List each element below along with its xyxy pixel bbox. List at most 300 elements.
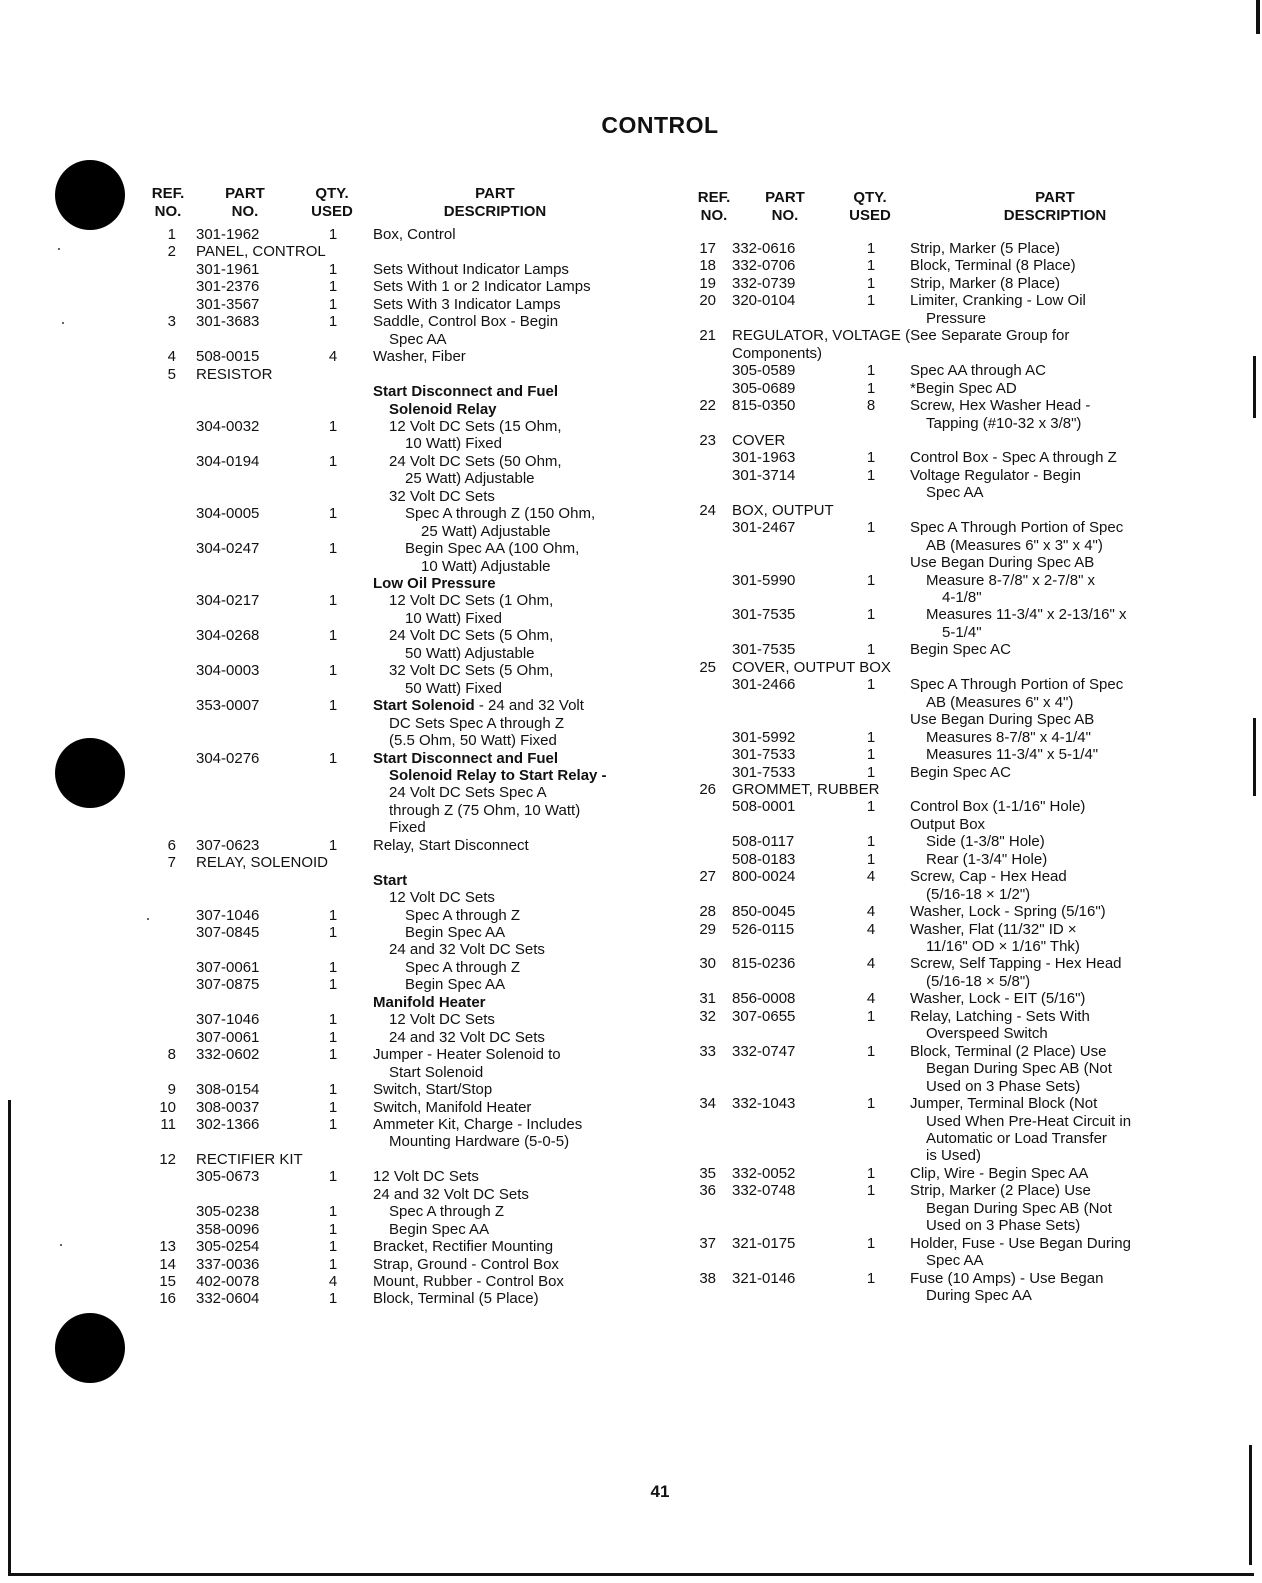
part-description-text: Sets With 1 or 2 Indicator Lamps <box>373 278 591 296</box>
part-number: 305-0589 <box>732 362 796 380</box>
part-number: 320-0104 <box>732 292 796 310</box>
part-description <box>373 994 486 1012</box>
header-qty-line1: QTY. <box>853 189 887 206</box>
part-description-text: 24 and 32 Volt DC Sets <box>389 941 545 959</box>
part-description-bold: Start Solenoid <box>373 697 475 715</box>
part-number: 307-0845 <box>196 924 260 941</box>
part-description-text: Holder, Fuse - Use Began During <box>910 1234 1131 1252</box>
part-description <box>389 732 557 750</box>
part-number: 301-3567 <box>196 295 260 313</box>
part-number: RECTIFIER KIT <box>196 1150 303 1168</box>
part-description <box>405 610 502 628</box>
part-number: 358-0096 <box>196 1220 260 1238</box>
part-description <box>389 1029 545 1047</box>
ref-number: 38 <box>699 1269 716 1287</box>
page-frame-right-low <box>1249 1445 1252 1565</box>
part-description-text: Used When Pre-Heat Circuit in <box>926 1112 1132 1130</box>
part-description <box>405 470 535 488</box>
ref-number: 12 <box>159 1150 176 1168</box>
part-description <box>910 990 1085 1008</box>
quantity-used: 1 <box>328 627 338 645</box>
quantity-used: 1 <box>866 274 876 292</box>
part-number: 332-0052 <box>732 1164 796 1182</box>
ref-number: 3 <box>167 313 176 331</box>
part-number: Components) <box>732 344 823 362</box>
part-description-text: 50 Watt) Adjustable <box>405 644 535 662</box>
part-description-text: Solenoid Relay <box>389 400 497 418</box>
part-description <box>405 540 579 558</box>
part-description <box>405 505 595 523</box>
page-frame-right-mid <box>1253 356 1256 418</box>
part-description <box>373 837 529 855</box>
quantity-used: 1 <box>866 641 876 659</box>
part-number: 815-0350 <box>732 397 796 415</box>
part-number: 302-1366 <box>196 1115 260 1133</box>
quantity-used: 1 <box>866 1234 876 1252</box>
part-description-text: (5/16-18 × 5/8") <box>926 972 1031 990</box>
part-description-text: (5.5 Ohm, 50 Watt) Fixed <box>389 732 557 750</box>
part-number: 526-0115 <box>732 920 795 938</box>
quantity-used: 1 <box>328 505 338 523</box>
part-number: 508-0015 <box>196 348 260 366</box>
part-description-text: Block, Terminal (5 Place) <box>373 1290 539 1308</box>
part-description-text: *Begin Spec AD <box>910 379 1017 397</box>
header-part-no-right <box>750 189 820 225</box>
part-description-text: Sets With 3 Indicator Lamps <box>373 295 561 313</box>
part-number: 304-0217 <box>196 592 260 610</box>
binder-hole-bottom <box>55 1313 125 1383</box>
quantity-used: 4 <box>866 990 876 1008</box>
part-description <box>373 1168 479 1186</box>
ref-number: 25 <box>699 658 716 676</box>
ref-number: 20 <box>699 292 716 310</box>
part-description-text: Washer, Lock - Spring (5/16") <box>910 903 1106 921</box>
part-description-text: Start <box>373 871 408 889</box>
part-description-text: DC Sets Spec A through Z <box>389 714 565 732</box>
part-description-text: Begin Spec AA <box>405 976 506 994</box>
part-description <box>389 819 426 837</box>
page-title: CONTROL <box>601 112 719 138</box>
part-description <box>926 415 1081 433</box>
part-number: 353-0007 <box>196 697 260 715</box>
part-description-text: Began During Spec AB (Not <box>926 1060 1112 1078</box>
part-number: 301-5992 <box>732 728 796 746</box>
part-number: 305-0673 <box>196 1168 260 1186</box>
ref-number: 10 <box>159 1098 176 1116</box>
part-description <box>926 310 986 328</box>
part-description-text: 12 Volt DC Sets <box>373 1168 479 1186</box>
part-number: 301-1962 <box>196 226 260 243</box>
part-description-text: 25 Watt) Adjustable <box>421 522 551 540</box>
part-description <box>910 1182 1091 1200</box>
part-description-text: Relay, Latching - Sets With <box>910 1007 1090 1025</box>
part-description <box>926 1130 1107 1148</box>
part-description <box>389 627 553 645</box>
part-description <box>389 941 545 959</box>
ref-number: 32 <box>699 1007 716 1025</box>
part-description <box>910 1270 1103 1288</box>
part-description <box>373 1081 492 1099</box>
part-number: BOX, OUTPUT <box>732 501 834 519</box>
part-description <box>910 292 1086 310</box>
part-description <box>910 554 1094 572</box>
part-description-text: Jumper, Terminal Block (Not <box>910 1095 1098 1113</box>
part-description <box>942 624 982 642</box>
ref-number: 36 <box>699 1182 716 1200</box>
ref-number: 8 <box>167 1046 176 1064</box>
part-number: 332-0706 <box>732 257 796 275</box>
part-number: COVER <box>732 431 786 449</box>
part-number: 305-0254 <box>196 1238 260 1256</box>
header-ref-line2: NO. <box>154 203 182 220</box>
part-description <box>373 383 558 401</box>
part-description <box>373 278 591 296</box>
part-description <box>389 453 562 471</box>
part-description-text: Output Box <box>910 815 986 833</box>
part-number: 304-0003 <box>196 662 260 680</box>
part-number: 305-0238 <box>196 1203 260 1221</box>
part-description <box>910 816 985 834</box>
part-description <box>389 715 564 733</box>
part-description <box>910 711 1094 729</box>
quantity-used: 1 <box>866 449 876 467</box>
part-description <box>405 645 535 663</box>
part-description-text: Screw, Self Tapping - Hex Head <box>910 955 1122 973</box>
part-description-text: 10 Watt) Adjustable <box>421 557 551 575</box>
part-description-text: - 24 and 32 Volt <box>474 697 584 715</box>
quantity-used: 1 <box>328 1011 338 1029</box>
quantity-used: 1 <box>328 452 338 470</box>
part-description <box>926 572 1095 590</box>
part-description-text: Began During Spec AB (Not <box>926 1199 1112 1217</box>
part-description-text: Begin Spec AA <box>405 924 506 941</box>
part-description <box>405 976 505 994</box>
part-description <box>389 784 547 802</box>
ref-number: 17 <box>699 240 716 257</box>
part-description <box>373 261 569 279</box>
header-desc-line2: DESCRIPTION <box>1003 207 1107 224</box>
part-description-text: Use Began During Spec AB <box>910 711 1095 729</box>
part-description-text: Pressure <box>926 309 987 327</box>
part-description-text: Saddle, Control Box - Begin <box>373 313 559 331</box>
ref-number: 9 <box>167 1081 176 1099</box>
part-description-text: Rear (1-3/4" Hole) <box>926 850 1048 868</box>
part-description <box>910 275 1060 293</box>
part-number: 337-0036 <box>196 1255 260 1273</box>
part-description-text: Measures 11-3/4" x 2-13/16" x <box>926 606 1127 624</box>
ref-number: 6 <box>167 836 176 854</box>
part-description <box>373 226 456 244</box>
part-description-text: Spec AA through AC <box>910 362 1046 380</box>
part-description-text: 5-1/4" <box>942 623 982 641</box>
part-description-text: Washer, Flat (11/32" ID × <box>910 920 1077 938</box>
ref-number: 27 <box>699 868 716 886</box>
part-description-text: Side (1-3/8" Hole) <box>926 833 1045 851</box>
part-description-text: Strip, Marker (2 Place) Use <box>910 1182 1091 1200</box>
part-description-text: Spec A Through Portion of Spec <box>910 519 1124 537</box>
part-description <box>910 257 1076 275</box>
quantity-used: 1 <box>328 1046 338 1064</box>
binder-hole-top <box>55 160 125 230</box>
part-description-text: 12 Volt DC Sets <box>389 1011 495 1029</box>
header-part-description <box>430 185 560 221</box>
header-desc-line2: DESCRIPTION <box>443 203 547 220</box>
binder-hole-middle <box>55 738 125 808</box>
part-description <box>926 1287 1032 1305</box>
part-description <box>373 872 407 890</box>
part-description <box>910 1235 1131 1253</box>
part-description <box>910 519 1123 537</box>
part-description <box>910 676 1123 694</box>
header-part-line1: PART <box>765 189 805 206</box>
part-number: 308-0037 <box>196 1098 260 1116</box>
part-description <box>926 833 1045 851</box>
quantity-used: 1 <box>866 763 876 781</box>
quantity-used: 1 <box>866 466 876 484</box>
part-description-text: Mount, Rubber - Control Box <box>373 1273 564 1290</box>
page-frame-left <box>8 1100 11 1576</box>
part-description <box>910 1095 1097 1113</box>
quantity-used: 1 <box>328 278 338 296</box>
part-description-text: Spec A through Z <box>405 958 521 976</box>
part-description <box>389 1203 504 1221</box>
part-description <box>373 1238 553 1256</box>
part-description <box>926 746 1098 764</box>
part-description-text: 25 Watt) Adjustable <box>405 470 535 488</box>
part-description-text: Begin Spec AA <box>389 1220 490 1238</box>
part-number: 307-0061 <box>196 958 260 976</box>
part-description-text: Measures 8-7/8" x 4-1/4" <box>926 728 1091 746</box>
part-description <box>926 1217 1080 1235</box>
header-qty-line2: USED <box>849 207 891 224</box>
quantity-used: 1 <box>866 746 876 764</box>
quantity-used: 1 <box>866 728 876 746</box>
quantity-used: 1 <box>866 1164 876 1182</box>
quantity-used: 1 <box>866 362 876 380</box>
part-description-text: Washer, Lock - EIT (5/16") <box>910 990 1086 1008</box>
quantity-used: 1 <box>328 1290 338 1308</box>
page-frame-right-top <box>1256 0 1260 34</box>
part-description-text: Voltage Regulator - Begin <box>910 466 1081 484</box>
part-description-text: Control Box - Spec A through Z <box>910 449 1117 467</box>
part-description-text: Block, Terminal (8 Place) <box>910 257 1076 275</box>
quantity-used: 1 <box>328 836 338 854</box>
page-frame-bottom <box>8 1573 1254 1576</box>
part-description <box>389 401 497 419</box>
part-number: COVER, OUTPUT BOX <box>732 658 891 676</box>
part-description-text: Begin Spec AC <box>910 763 1011 781</box>
part-description <box>910 955 1122 973</box>
part-description-text: Strip, Marker (8 Place) <box>910 274 1061 292</box>
ref-number: 28 <box>699 903 716 921</box>
header-ref-line2: NO. <box>700 207 728 224</box>
part-description-text: Use Began During Spec AB <box>910 554 1095 572</box>
part-description <box>926 851 1047 869</box>
part-description <box>421 523 551 541</box>
quantity-used: 1 <box>328 1028 338 1046</box>
header-ref-line1: REF. <box>151 185 185 202</box>
quantity-used: 1 <box>328 226 338 243</box>
part-description-text: Box, Control <box>373 226 456 243</box>
part-description <box>926 1060 1112 1078</box>
part-number: 307-1046 <box>196 1011 260 1029</box>
part-number: 305-0689 <box>732 379 796 397</box>
part-number: 332-1043 <box>732 1095 796 1113</box>
part-description-text: Spec A Through Portion of Spec <box>910 676 1124 694</box>
part-description-text: through Z (75 Ohm, 10 Watt) <box>389 801 581 819</box>
part-number: 301-2466 <box>732 676 796 694</box>
header-qty-used <box>302 185 362 221</box>
ref-number: 2 <box>167 243 176 261</box>
part-description-text: Switch, Start/Stop <box>373 1081 493 1099</box>
ref-number: 5 <box>167 365 176 383</box>
part-description <box>373 348 466 366</box>
part-description-text: Jumper - Heater Solenoid to <box>373 1046 561 1064</box>
header-part-no <box>210 185 280 221</box>
part-description <box>405 959 520 977</box>
part-number: 856-0008 <box>732 990 796 1008</box>
part-description-text: 24 and 32 Volt DC Sets <box>373 1185 529 1203</box>
header-ref-no <box>138 185 198 221</box>
ref-number: 35 <box>699 1164 716 1182</box>
quantity-used: 1 <box>328 1081 338 1099</box>
part-number: 307-1046 <box>196 906 260 924</box>
scan-speck <box>60 1244 62 1246</box>
part-description <box>389 592 553 610</box>
part-description <box>373 1273 564 1291</box>
part-description <box>910 903 1106 921</box>
quantity-used: 1 <box>328 1220 338 1238</box>
quantity-used: 1 <box>328 1115 338 1133</box>
part-description-text: Spec A through Z <box>405 906 521 924</box>
quantity-used: 4 <box>866 920 876 938</box>
part-description-text: Relay, Start Disconnect <box>373 836 529 854</box>
part-number: 301-1963 <box>732 449 796 467</box>
ref-number: 15 <box>159 1273 176 1290</box>
part-description-text: 12 Volt DC Sets <box>389 889 495 907</box>
ref-number: 31 <box>699 990 716 1008</box>
part-number: GROMMET, RUBBER <box>732 780 880 798</box>
part-description <box>926 1252 984 1270</box>
part-description <box>373 1099 531 1117</box>
part-description <box>910 868 1067 886</box>
quantity-used: 1 <box>866 798 876 816</box>
part-description-text: Low Oil Pressure <box>373 575 496 592</box>
quantity-used: 1 <box>328 958 338 976</box>
part-description-text: Switch, Manifold Heater <box>373 1098 532 1116</box>
part-number: 850-0045 <box>732 903 796 921</box>
part-number: 508-0001 <box>732 798 796 816</box>
part-number: 332-0748 <box>732 1182 796 1200</box>
part-number: 301-3683 <box>196 313 260 331</box>
quantity-used: 1 <box>866 676 876 694</box>
scan-speck <box>147 918 149 920</box>
part-description <box>405 680 502 698</box>
part-description <box>926 1078 1080 1096</box>
part-description <box>389 802 580 820</box>
part-number: 332-0739 <box>732 274 796 292</box>
part-description <box>421 558 551 576</box>
part-description <box>926 729 1091 747</box>
ref-number: 23 <box>699 431 716 449</box>
part-description-text: 50 Watt) Fixed <box>405 679 502 697</box>
part-description <box>942 589 982 607</box>
quantity-used: 4 <box>866 903 876 921</box>
part-description <box>910 1008 1090 1026</box>
quantity-used: 1 <box>328 260 338 278</box>
part-description <box>910 764 1011 782</box>
part-number: 301-2376 <box>196 278 260 296</box>
part-number: 304-0268 <box>196 627 260 645</box>
part-number: 307-0623 <box>196 836 260 854</box>
quantity-used: 1 <box>328 976 338 994</box>
part-description <box>910 449 1117 467</box>
part-description-text: Block, Terminal (2 Place) Use <box>910 1042 1107 1060</box>
part-description-text: Mounting Hardware (5-0-5) <box>389 1133 570 1151</box>
part-description-text: AB (Measures 6" x 4") <box>926 693 1074 711</box>
ref-number: 11 <box>160 1115 176 1133</box>
part-description <box>373 296 561 314</box>
part-description <box>389 1011 495 1029</box>
part-description <box>373 1186 529 1204</box>
part-description-text: AB (Measures 6" x 3" x 4") <box>926 536 1103 554</box>
part-description <box>926 606 1126 624</box>
ref-number: 29 <box>699 920 716 938</box>
part-description <box>926 886 1030 904</box>
part-description-text: Screw, Hex Washer Head - <box>910 397 1091 415</box>
part-description <box>910 1165 1088 1183</box>
part-description <box>389 1221 489 1239</box>
part-description <box>373 1290 539 1308</box>
header-ref-line1: REF. <box>697 189 731 206</box>
part-number: 332-0616 <box>732 240 796 257</box>
quantity-used: 1 <box>866 257 876 275</box>
part-description-text: Screw, Cap - Hex Head <box>910 868 1067 886</box>
part-description-text: Ammeter Kit, Charge - Includes <box>373 1115 583 1133</box>
part-number: REGULATOR, VOLTAGE (See Separate Group for <box>732 327 1070 345</box>
quantity-used: 1 <box>866 292 876 310</box>
part-description <box>926 1113 1131 1131</box>
quantity-used: 1 <box>866 1042 876 1060</box>
part-description-text: Spec AA <box>926 1252 984 1270</box>
quantity-used: 1 <box>866 1007 876 1025</box>
quantity-used: 4 <box>328 348 338 366</box>
ref-number: 7 <box>167 854 176 872</box>
part-description-text: Begin Spec AA (100 Ohm, <box>405 540 580 558</box>
part-description <box>910 921 1077 939</box>
part-description <box>926 1147 981 1165</box>
ref-number: 34 <box>699 1095 716 1113</box>
part-description-text: Spec A through Z <box>389 1203 505 1221</box>
part-number: 332-0604 <box>196 1290 260 1308</box>
page-frame-right-mid2 <box>1253 718 1256 796</box>
part-number: 304-0247 <box>196 540 260 558</box>
header-ref-no-right <box>684 189 744 225</box>
part-description-text: Spec AA <box>389 330 447 348</box>
header-qty-line2: USED <box>311 203 353 220</box>
part-description-text: Control Box (1-1/16" Hole) <box>910 798 1086 816</box>
header-qty-line1: QTY. <box>315 185 349 202</box>
part-description <box>910 1043 1106 1061</box>
quantity-used: 1 <box>866 850 876 868</box>
ref-number: 37 <box>699 1234 716 1252</box>
part-description-text: is Used) <box>926 1147 982 1165</box>
part-number: 301-7533 <box>732 763 796 781</box>
part-number: 307-0655 <box>732 1007 796 1025</box>
quantity-used: 1 <box>328 313 338 331</box>
part-description-text: Fixed <box>389 819 426 837</box>
part-description <box>389 1133 569 1151</box>
